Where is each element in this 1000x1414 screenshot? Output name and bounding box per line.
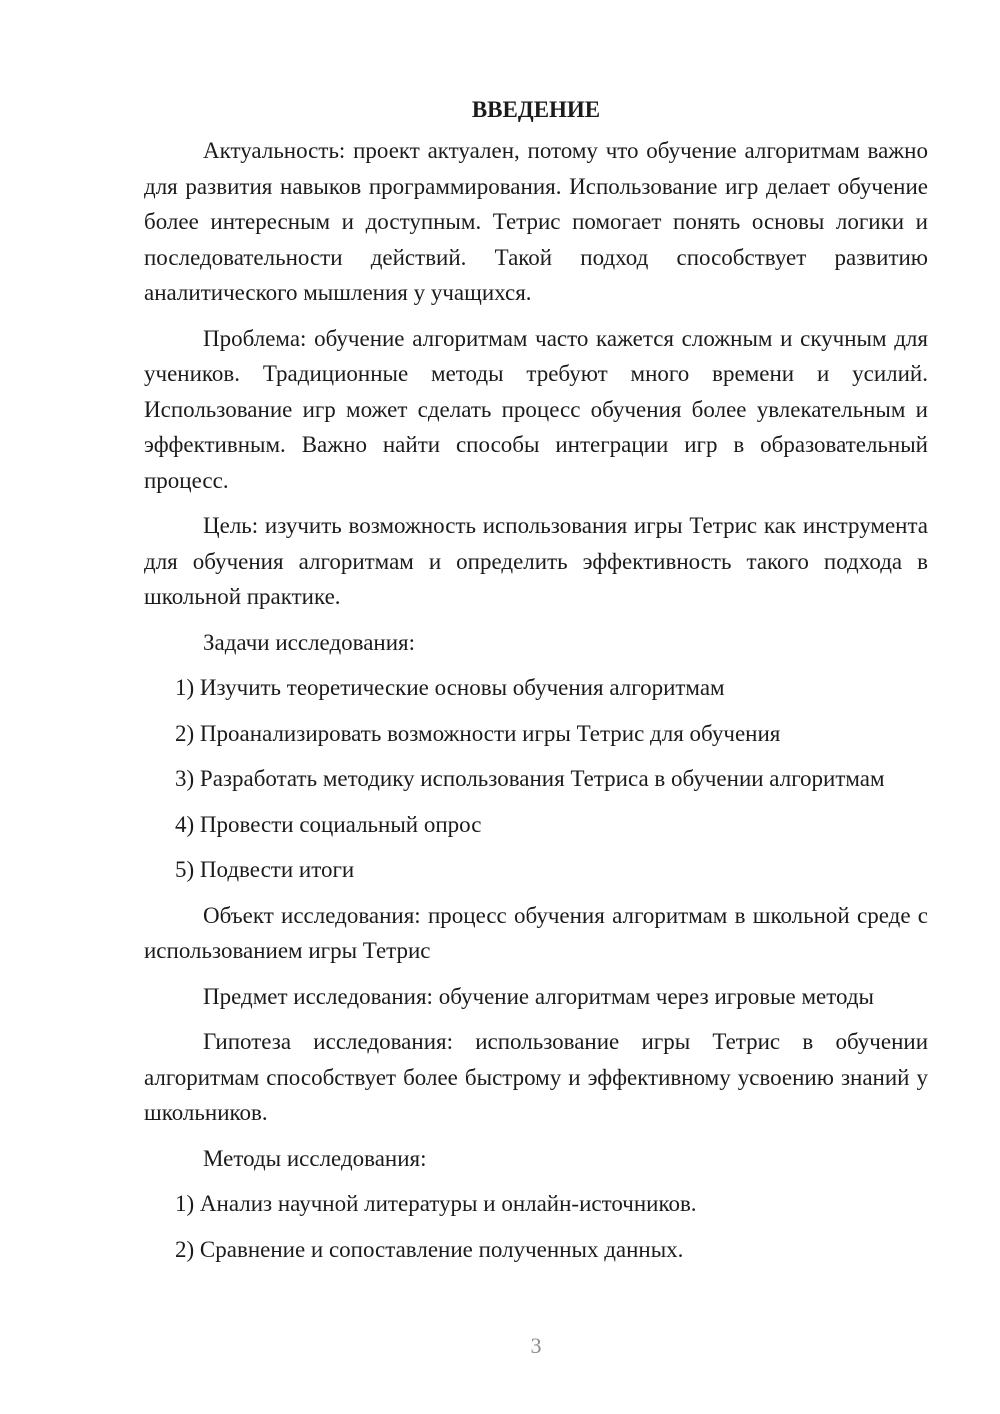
method-item: 1) Анализ научной литературы и онлайн-источников. — [175, 1191, 697, 1216]
method-item: 2) Сравнение и сопоставление полученных данных. — [175, 1236, 684, 1262]
methods-label: Методы исследования: — [203, 1145, 427, 1171]
goal-paragraph: Цель: изучить возможность использования игры Тетрис как инструмента для обучения алгоритмам и определить эффективность такого подхода в школьной практике. — [144, 513, 928, 609]
task-item: 5) Подвести итоги — [175, 857, 355, 882]
task-item: 2) Проанализировать возможности игры Тетрис для обучения — [175, 720, 781, 746]
section-heading: ВВЕДЕНИЕ — [471, 97, 601, 122]
relevance-paragraph: Актуальность: проект актуален, потому что обучение алгоритмам важно для развития навыков программирования. Использование игр делает обучение более интересным и доступным. Тетрис помогает понять основы логики и последовательности действий. Такой подход способствует развитию аналитического мышления у учащихся. — [144, 138, 928, 305]
object-paragraph: Объект исследования: процесс обучения алгоритмам в школьной среде с использованием игры Тетрис — [144, 902, 928, 963]
subject-paragraph: Предмет исследования: обучение алгоритмам через игровые методы — [203, 983, 875, 1009]
tasks-label: Задачи исследования: — [203, 629, 416, 655]
problem-paragraph: Проблема: обучение алгоритмам часто кажется сложным и скучным для учеников. Традиционные методы требуют много времени и усилий. Использование игр может сделать процесс обучения более увлекательным и эффективным. Важно найти способы интеграции игр в образовательный процесс. — [144, 325, 928, 493]
hypothesis-paragraph: Гипотеза исследования: использование игры Тетрис в обучении алгоритмам способствует более быстрому и эффективному усвоению знаний у школьников. — [144, 1029, 928, 1125]
page-number: 3 — [530, 1333, 542, 1358]
task-item: 1) Изучить теоретические основы обучения алгоритмам — [175, 675, 725, 700]
task-item: 4) Провести социальный опрос — [175, 811, 482, 837]
page-content — [144, 92, 928, 1277]
task-item: 3) Разработать методику использования Тетриса в обучении алгоритмам — [175, 766, 885, 791]
